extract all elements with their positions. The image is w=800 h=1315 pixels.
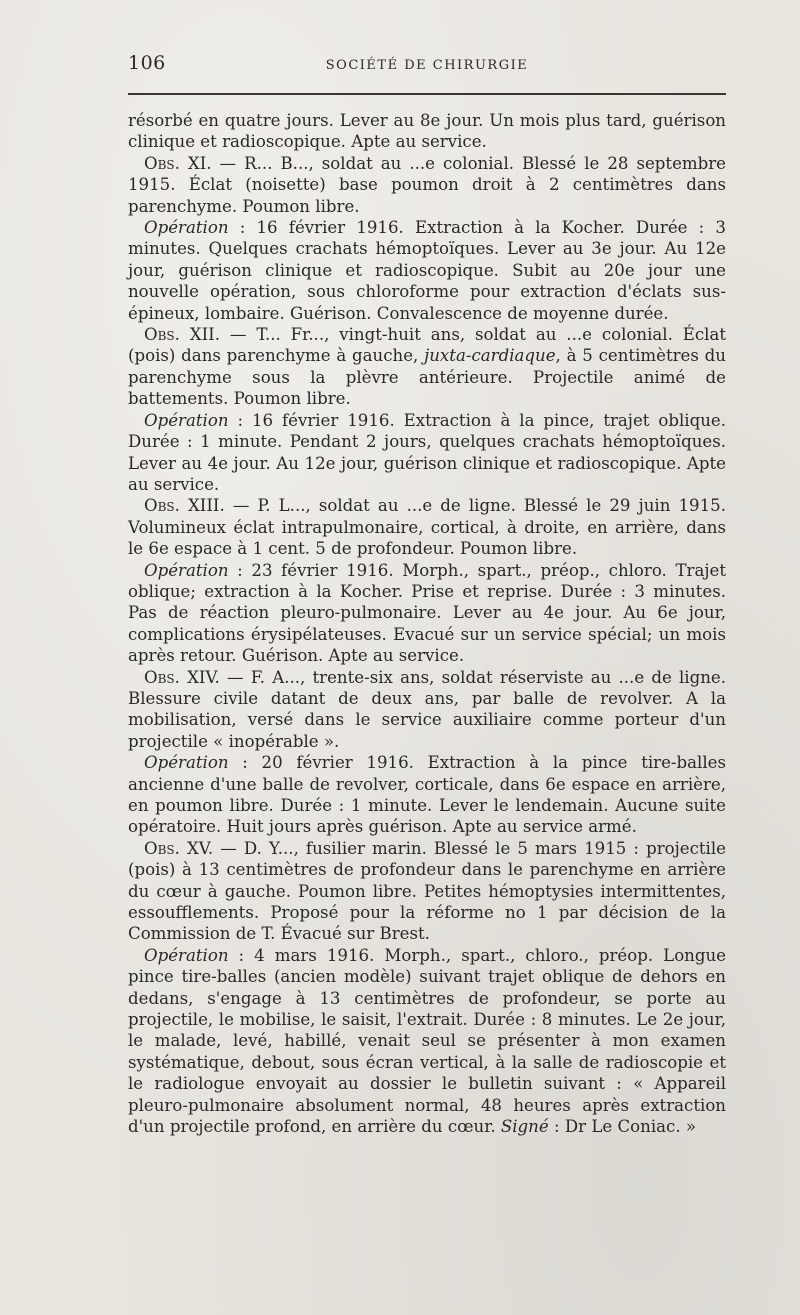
observation-12: Obs. XII. — T... Fr..., vingt-huit ans, soldat au ...e colonial. Éclat (pois) dans parenchyme à gauche, juxta-cardiaque, à 5 centimètres du parenchyme sous la plèvre antérieure. Projectile animé de battements. Poumon libre. (128, 325, 727, 409)
obs-label: Obs. XV. (144, 838, 214, 858)
observation-15: Obs. XV. — D. Y..., fusilier marin. Blessé le 5 mars 1915 : projectile (pois) à 13 centimètres de profondeur dans le parenchyme en arrière du cœur à gauche. Poumon libre. Petites hémoptysies intermittentes, essoufflements. Proposé pour la réforme no 1 par décision de la Commission de T. Évacué sur Brest. (128, 838, 726, 944)
operation-13: Opération : 23 février 1916. Morph., spart., préop., chloro. Trajet oblique; extraction à la Kocher. Prise et reprise. Durée : 3 minutes. Pas de réaction pleuro-pulmonaire. Lever au 4e jour. Au 6e jour, complications érysipélateuses. Evacué sur un service spécial; un mois après retour. Guérison. Apte au service. (128, 560, 726, 666)
observation-13: Obs. XIII. — P. L..., soldat au ...e de ligne. Blessé le 29 juin 1915. Volumineux éclat intrapulmonaire, cortical, à droite, en arrière, dans le 6e espace à 1 cent. 5 de profondeur. Poumon libre. (128, 496, 726, 559)
running-head: SOCIÉTÉ DE CHIRURGIE (325, 58, 529, 73)
obs-label: Obs. XIV. (144, 667, 220, 687)
italic-term: juxta-cardiaque (424, 346, 556, 366)
obs-label: Obs. XII. (144, 325, 220, 345)
operation-12: Opération : 16 février 1916. Extraction à la pince, trajet oblique. Durée : 1 minute. Pendant 2 jours, quelques crachats hémoptoïques. Lever au 4e jour. Au 12e jour, guérison clinique et radioscopique. Apte au service. (128, 410, 726, 494)
obs-label: Obs. XI. (144, 153, 212, 173)
observation-14: Obs. XIV. — F. A..., trente-six ans, soldat réserviste au ...e de ligne. Blessure civile datant de deux ans, par balle de revolver. A la mobilisation, versé dans le service auxiliaire comme porteur d'un projectile « inopérable ». (128, 667, 726, 751)
observation-11: Obs. XI. — R... B..., soldat au ...e colonial. Blessé le 28 septembre 1915. Éclat (noisette) base poumon droit à 2 centimètres dans parenchyme. Poumon libre. (128, 153, 726, 216)
header-rule (128, 93, 726, 95)
operation-label: Opération (144, 753, 229, 773)
operation-label: Opération (144, 218, 229, 238)
operation-15: Opération : 4 mars 1916. Morph., spart., chloro., préop. Longue pince tire-balles (ancien modèle) suivant trajet oblique de dehors en dedans, s'engage à 13 centimètres de profondeur, se porte au projectile, le mobilise, le saisit, l'extrait. Durée : 8 minutes. Le 2e jour, le malade, levé, habillé, venait seul se présenter à mon examen systématique, debout, sous écran vertical, à la salle de radioscopie et le radiologue envoyait au dossier le bulletin suivant : « Appareil pleuro-pulmonaire absolument normal, 48 heures après extraction d'un projectile profond, en arrière du cœur. Signé : Dr Le Coniac. » (128, 945, 726, 1137)
obs-label: Obs. XIII. (144, 496, 225, 516)
operation-label: Opération (144, 410, 229, 430)
operation-11: Opération : 16 février 1916. Extraction à la Kocher. Durée : 3 minutes. Quelques crachats hémoptoïques. Lever au 3e jour. Au 12e jour, guérison clinique et radioscopique. Subit au 20e jour une nouvelle opération, sous chloroforme pour extraction d'éclats sus-épineux, lombaire. Guérison. Convalescence de moyenne durée. (128, 218, 726, 323)
signed-label: Signé (500, 1117, 549, 1137)
body-text (128, 110, 726, 1138)
page-number: 106 (128, 52, 166, 74)
paragraph-continuation: résorbé en quatre jours. Lever au 8e jour. Un mois plus tard, guérison clinique et radioscopique. Apte au service. (128, 111, 726, 152)
operation-14: Opération : 20 février 1916. Extraction à la pince tire-balles ancienne d'une balle de revolver, corticale, dans 6e espace en arrière, en poumon libre. Durée : 1 minute. Lever le lendemain. Aucune suite opératoire. Huit jours après guérison. Apte au service armé. (128, 753, 726, 837)
operation-label: Opération (144, 945, 229, 965)
operation-label: Opération (144, 560, 229, 580)
page-header (128, 52, 726, 82)
